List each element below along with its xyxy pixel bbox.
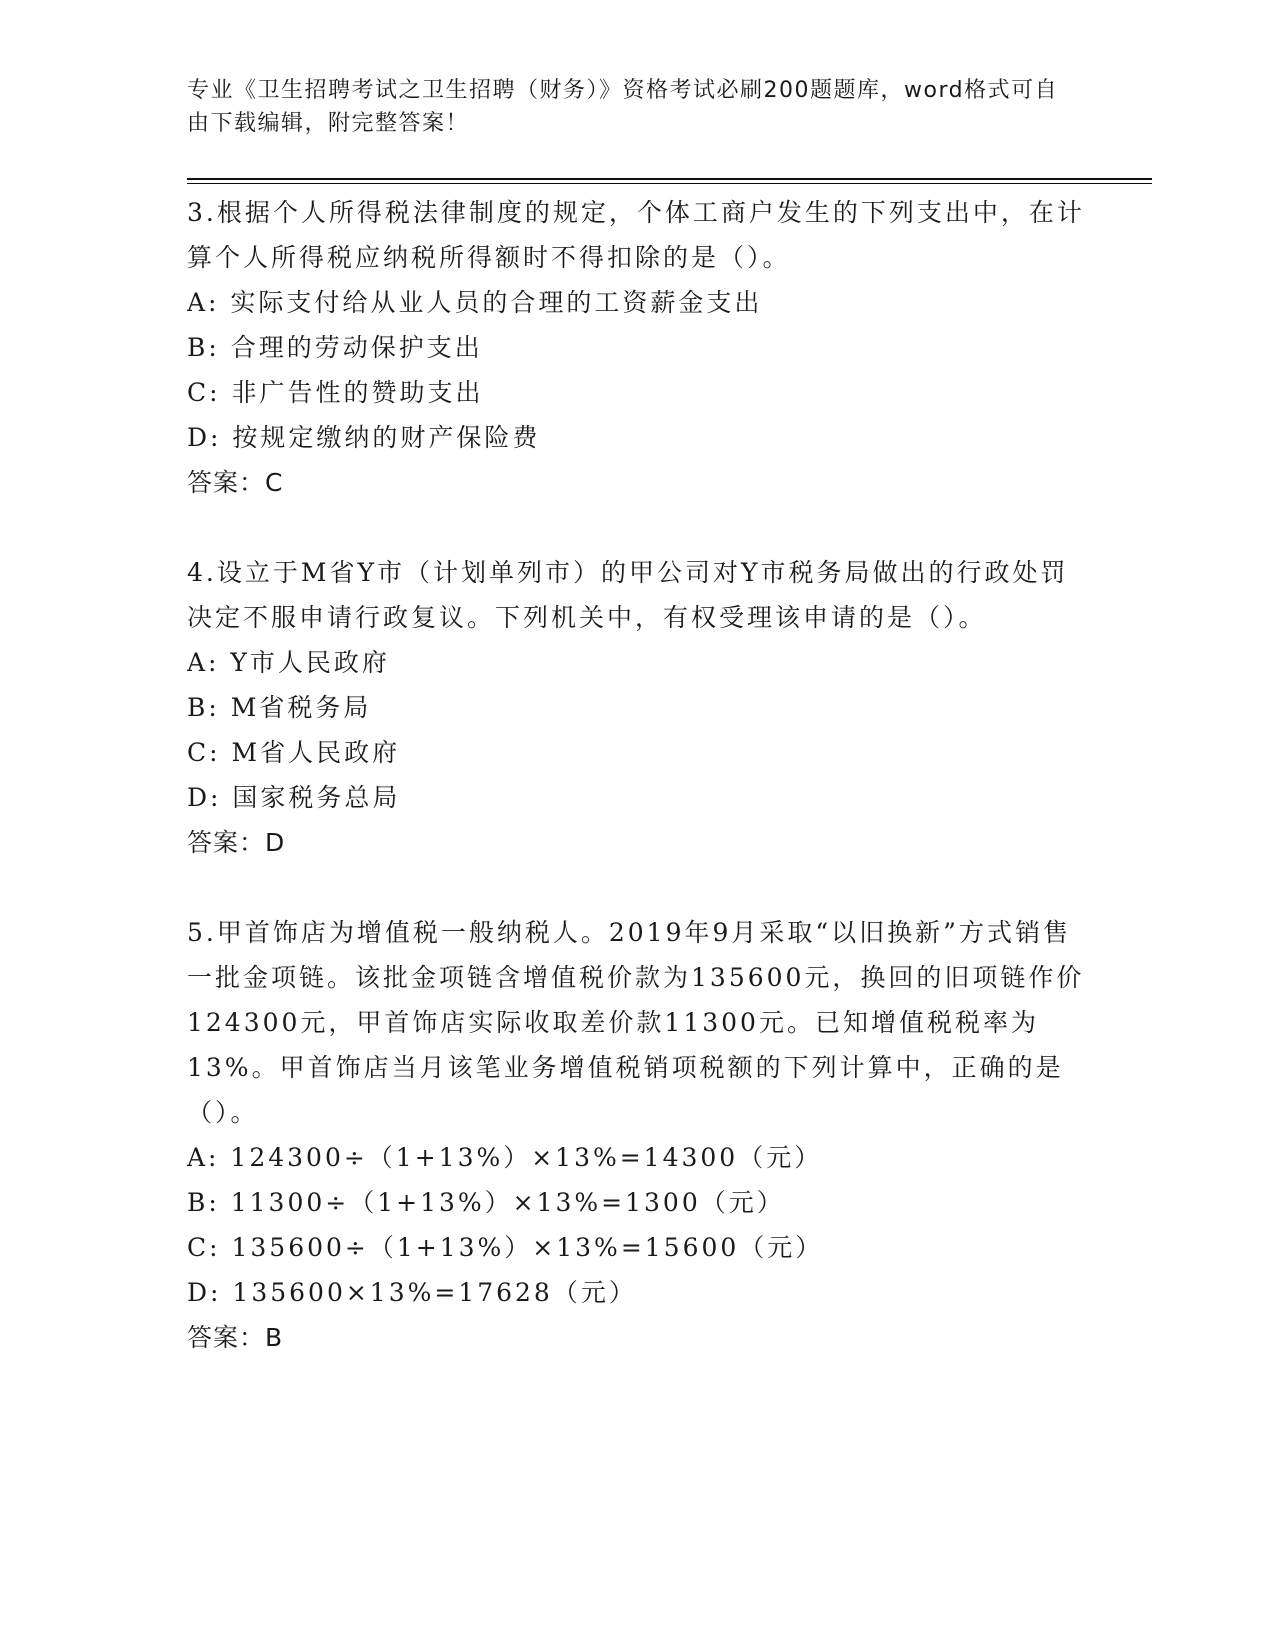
option-a: A: Y市人民政府 xyxy=(187,648,390,677)
header-rule-thin xyxy=(187,183,1152,184)
option-b: B: M省税务局 xyxy=(187,693,372,722)
header-rule-thick xyxy=(187,178,1152,180)
question-5 xyxy=(187,910,1087,1360)
option-c: C: 135600÷（1+13%）×13%=15600（元） xyxy=(187,1233,824,1262)
option-c: C: M省人民政府 xyxy=(187,738,401,767)
question-stem: 4.设立于M省Y市（计划单列市）的甲公司对Y市税务局做出的行政处罚决定不服申请行政复议。下列机关中，有权受理该申请的是（）。 xyxy=(187,558,1069,632)
question-3 xyxy=(187,190,1087,505)
option-d: D: 按规定缴纳的财产保险费 xyxy=(187,423,541,452)
answer: 答案：D xyxy=(187,828,286,857)
document-header: 专业《卫生招聘考试之卫生招聘（财务）》资格考试必刷200题题库，word格式可自由下载编辑，附完整答案！ xyxy=(187,78,1059,136)
question-stem: 3.根据个人所得税法律制度的规定，个体工商户发生的下列支出中，在计算个人所得税应纳税所得额时不得扣除的是（）。 xyxy=(187,198,1085,272)
option-d: D: 135600×13%=17628（元） xyxy=(187,1278,637,1307)
option-b: B: 合理的劳动保护支出 xyxy=(187,333,483,362)
option-a: A: 124300÷（1+13%）×13%=14300（元） xyxy=(187,1143,823,1172)
option-d: D: 国家税务总局 xyxy=(187,783,401,812)
question-stem: 5.甲首饰店为增值税一般纳税人。2019年9月采取“以旧换新”方式销售一批金项链。该批金项链含增值税价款为135600元，换回的旧项链作价124300元，甲首饰店实际收取差价款11300元。已知增值税税率为13%。甲首饰店当月该笔业务增值税销项税额的下列计算中，正确的是（）。 xyxy=(187,918,1085,1127)
answer: 答案：C xyxy=(187,468,284,497)
answer: 答案：B xyxy=(187,1323,284,1352)
option-a: A: 实际支付给从业人员的合理的工资薪金支出 xyxy=(187,288,763,317)
option-b: B: 11300÷（1+13%）×13%=1300（元） xyxy=(187,1188,785,1217)
question-list xyxy=(187,190,1087,1360)
option-c: C: 非广告性的赞助支出 xyxy=(187,378,484,407)
question-4 xyxy=(187,550,1087,865)
